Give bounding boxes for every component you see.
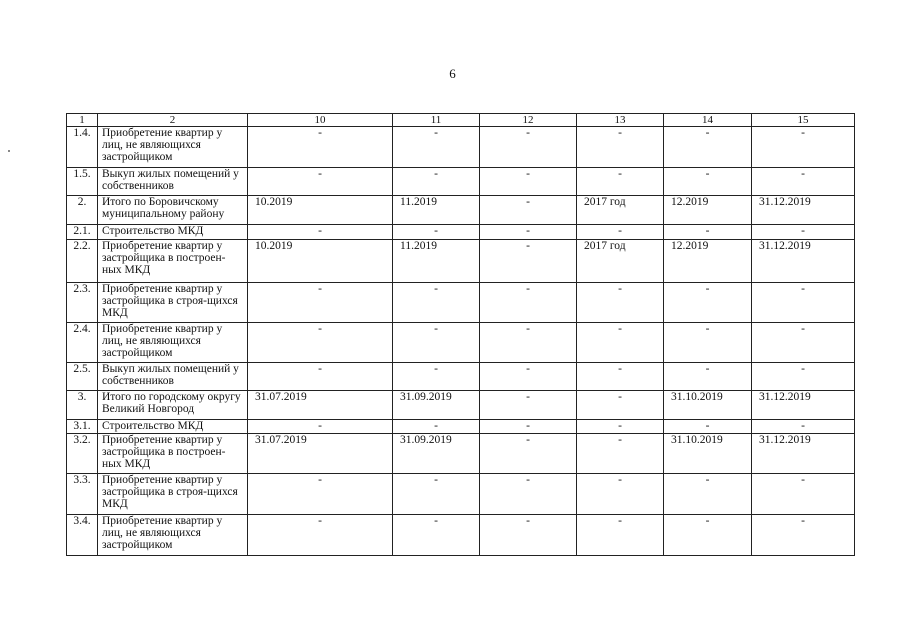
row-number: 2.4. [67,323,98,363]
row-value-cell: - [664,323,752,363]
row-value-cell: - [393,168,480,196]
row-value-cell: - [248,168,393,196]
header-row [67,114,855,127]
table-row [67,240,855,283]
row-value-cell: - [577,127,664,168]
row-title: Приобретение квартир у лиц, не являющихся застройщиком [98,127,248,168]
row-value-cell: - [752,168,855,196]
row-title: Приобретение квартир у застройщика в построен-ных МКД [98,434,248,474]
row-value-cell: - [752,283,855,323]
row-value-cell: - [577,323,664,363]
scan-speck [8,150,10,152]
row-value-cell: 31.12.2019 [752,240,855,283]
table-row [67,420,855,434]
row-value-cell: - [752,474,855,515]
row-title: Приобретение квартир у лиц, не являющихся застройщиком [98,323,248,363]
row-value-cell: - [393,225,480,240]
row-number: 1.4. [67,127,98,168]
row-value-cell: 2017 год [577,196,664,225]
row-value-cell: - [248,283,393,323]
row-value-cell: - [577,434,664,474]
row-value-cell: - [577,225,664,240]
row-value-cell: - [664,515,752,556]
row-value-cell: - [393,323,480,363]
row-value-cell: - [577,515,664,556]
row-value-cell: - [480,240,577,283]
row-value-cell: 12.2019 [664,240,752,283]
row-number: 1.5. [67,168,98,196]
table-row [67,474,855,515]
row-value-cell: - [577,283,664,323]
row-title: Выкуп жилых помещений у собственников [98,363,248,391]
row-title: Приобретение квартир у лиц, не являющихся застройщиком [98,515,248,556]
row-number: 3.3. [67,474,98,515]
row-value-cell: - [577,363,664,391]
row-value-cell: - [752,127,855,168]
row-value-cell: 12.2019 [664,196,752,225]
table-row [67,283,855,323]
row-value-cell: 2017 год [577,240,664,283]
schedule-table [66,113,855,556]
row-value-cell: - [577,168,664,196]
row-value-cell: 31.07.2019 [248,391,393,420]
row-value-cell: 31.09.2019 [393,434,480,474]
header-cell: 10 [248,114,393,127]
row-value-cell: - [752,323,855,363]
row-value-cell: - [664,363,752,391]
row-number: 2.1. [67,225,98,240]
table-row [67,391,855,420]
table-row [67,363,855,391]
header-cell: 12 [480,114,577,127]
row-value-cell: - [480,391,577,420]
row-value-cell: - [393,474,480,515]
row-value-cell: 31.12.2019 [752,196,855,225]
row-value-cell: - [752,363,855,391]
row-title: Приобретение квартир у застройщика в строя-щихся МКД [98,283,248,323]
row-value-cell: 31.10.2019 [664,391,752,420]
header-cell: 11 [393,114,480,127]
row-value-cell: - [480,225,577,240]
row-value-cell: - [248,323,393,363]
header-cell: 14 [664,114,752,127]
table-row [67,434,855,474]
row-value-cell: - [393,515,480,556]
row-value-cell: - [752,515,855,556]
row-number: 3. [67,391,98,420]
table-row [67,323,855,363]
row-value-cell: - [577,391,664,420]
row-value-cell: - [480,474,577,515]
row-value-cell: - [248,515,393,556]
row-value-cell: - [480,196,577,225]
row-value-cell: - [664,283,752,323]
row-value-cell: - [664,474,752,515]
row-number: 2.3. [67,283,98,323]
row-value-cell: 10.2019 [248,196,393,225]
row-title: Строительство МКД [98,420,248,434]
row-value-cell: - [393,420,480,434]
header-cell: 2 [98,114,248,127]
row-number: 3.2. [67,434,98,474]
row-value-cell: 11.2019 [393,196,480,225]
row-value-cell: - [248,420,393,434]
row-number: 2. [67,196,98,225]
page-number: 6 [449,66,456,81]
row-title: Выкуп жилых помещений у собственников [98,168,248,196]
row-value-cell: - [664,127,752,168]
row-value-cell: - [752,420,855,434]
row-value-cell: - [480,127,577,168]
row-value-cell: - [248,225,393,240]
row-title: Приобретение квартир у застройщика в строя-щихся МКД [98,474,248,515]
row-value-cell: 31.12.2019 [752,434,855,474]
table-row [67,168,855,196]
row-title: Итого по городскому округу Великий Новгород [98,391,248,420]
row-value-cell: - [393,283,480,323]
row-number: 3.4. [67,515,98,556]
row-value-cell: - [664,225,752,240]
row-number: 3.1. [67,420,98,434]
row-number: 2.5. [67,363,98,391]
row-value-cell: - [577,474,664,515]
row-value-cell: 10.2019 [248,240,393,283]
row-value-cell: 11.2019 [393,240,480,283]
table-row [67,127,855,168]
header-cell: 13 [577,114,664,127]
header-cell: 1 [67,114,98,127]
table-row [67,225,855,240]
header-cell: 15 [752,114,855,127]
row-value-cell: - [248,474,393,515]
row-value-cell: - [664,420,752,434]
row-title: Приобретение квартир у застройщика в построен-ных МКД [98,240,248,283]
row-value-cell: - [480,434,577,474]
row-title: Строительство МКД [98,225,248,240]
row-value-cell: - [393,127,480,168]
table-row [67,196,855,225]
row-title: Итого по Боровичскому муниципальному району [98,196,248,225]
row-value-cell: - [480,283,577,323]
row-value-cell: - [393,363,480,391]
row-value-cell: - [480,168,577,196]
row-value-cell: 31.10.2019 [664,434,752,474]
row-value-cell: 31.07.2019 [248,434,393,474]
row-value-cell: - [480,323,577,363]
row-value-cell: 31.12.2019 [752,391,855,420]
row-value-cell: 31.09.2019 [393,391,480,420]
row-value-cell: - [664,168,752,196]
row-value-cell: - [752,225,855,240]
row-value-cell: - [248,363,393,391]
table-row [67,515,855,556]
row-value-cell: - [248,127,393,168]
row-value-cell: - [480,420,577,434]
row-value-cell: - [577,420,664,434]
row-value-cell: - [480,515,577,556]
row-number: 2.2. [67,240,98,283]
row-value-cell: - [480,363,577,391]
